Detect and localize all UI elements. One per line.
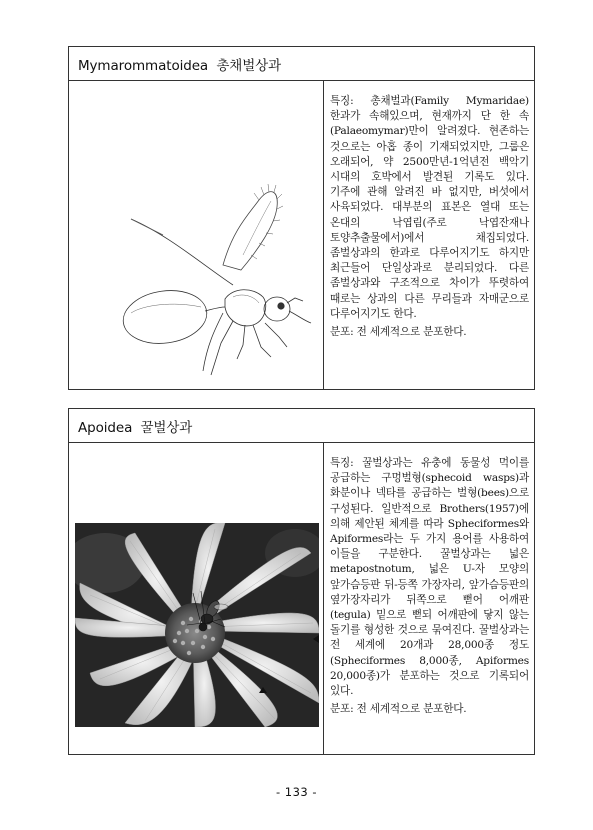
description-text: 특징: 총채벌과(Family Mymaridae) 한과가 속해있으며, 현재까지 단 한 속(Palaeomymar)만이 알려졌다. 현존하는 것으로는 아홉 종이 기재되었지만, 그룹은 오래되어, 약 2500만년-1억년전 백악기 시대의 호박에서 발견된 기록도 있다. 기주에 관해 알려진 바 없지만, 버섯에서 사육되었다. 대부분의 표본은 열대 또는 온대의 낙엽림(주로 낙엽잔재나 토양추출물에서)에서 채집되었다. 좀벌상과의 한과로 다루어지기도 하지만 최근들어 단일상과로 분리되었다. 다른 좀벌상과와 구조적으로 차이가 뚜렷하여 때로는 상과의 다른 무리들과 자매군으로 다루어지기도 한다. <box>330 95 529 320</box>
section-title <box>69 47 534 81</box>
section-apoidea <box>68 408 535 755</box>
section-title-latin: Mymarommatoidea <box>78 58 209 74</box>
distribution-text: 분포: 전 세계적으로 분포한다. <box>330 703 467 716</box>
section-title-korean: 꿀벌상과 <box>140 420 193 436</box>
text-cell <box>324 81 534 389</box>
image-cell <box>69 443 324 754</box>
image-cell <box>69 81 324 389</box>
description-text: 특징: 꿀벌상과는 유충에 동물성 먹이를 공급하는 구멍벌형(sphecoid wasps)과 화분이나 넥타를 공급하는 벌형(bees)으로 구성된다. 일반적으로 Brothers(1957)에 의해 제안된 체계를 따라 Spheciformes와 Apiformes라는 두 가지 용어를 사용하여 이들을 구분한다. 꿀벌상과는 넓은 metapostnotum, 넓은 U-자 모양의 앞가슴등판 뒤-등쪽 가장자리, 앞가슴등판의 옆가장자리가 뒤쪽으로 뻗어 어깨판(tegula) 밑으로 뻗되 어깨판에 닿지 않는 돌기를 형성한 것으로 묶여진다. 꿀벌상과는 전 세계에 20개과 28,000종 정도(Spheciformes 8,000종, Apiformes 20,000종)가 분포하는 것으로 기록되어 있다. <box>330 457 529 698</box>
bee-flower-photo <box>75 523 319 727</box>
section-title-korean: 총채벌상과 <box>216 58 282 74</box>
page-number: - 133 - <box>275 785 318 799</box>
wasp-illustration <box>83 115 313 385</box>
text-cell <box>324 443 534 754</box>
distribution-text: 분포: 전 세계적으로 분포한다. <box>330 326 467 339</box>
section-mymarommatoidea <box>68 46 535 390</box>
section-title-latin: Apoidea <box>78 420 133 436</box>
section-title <box>69 409 534 443</box>
